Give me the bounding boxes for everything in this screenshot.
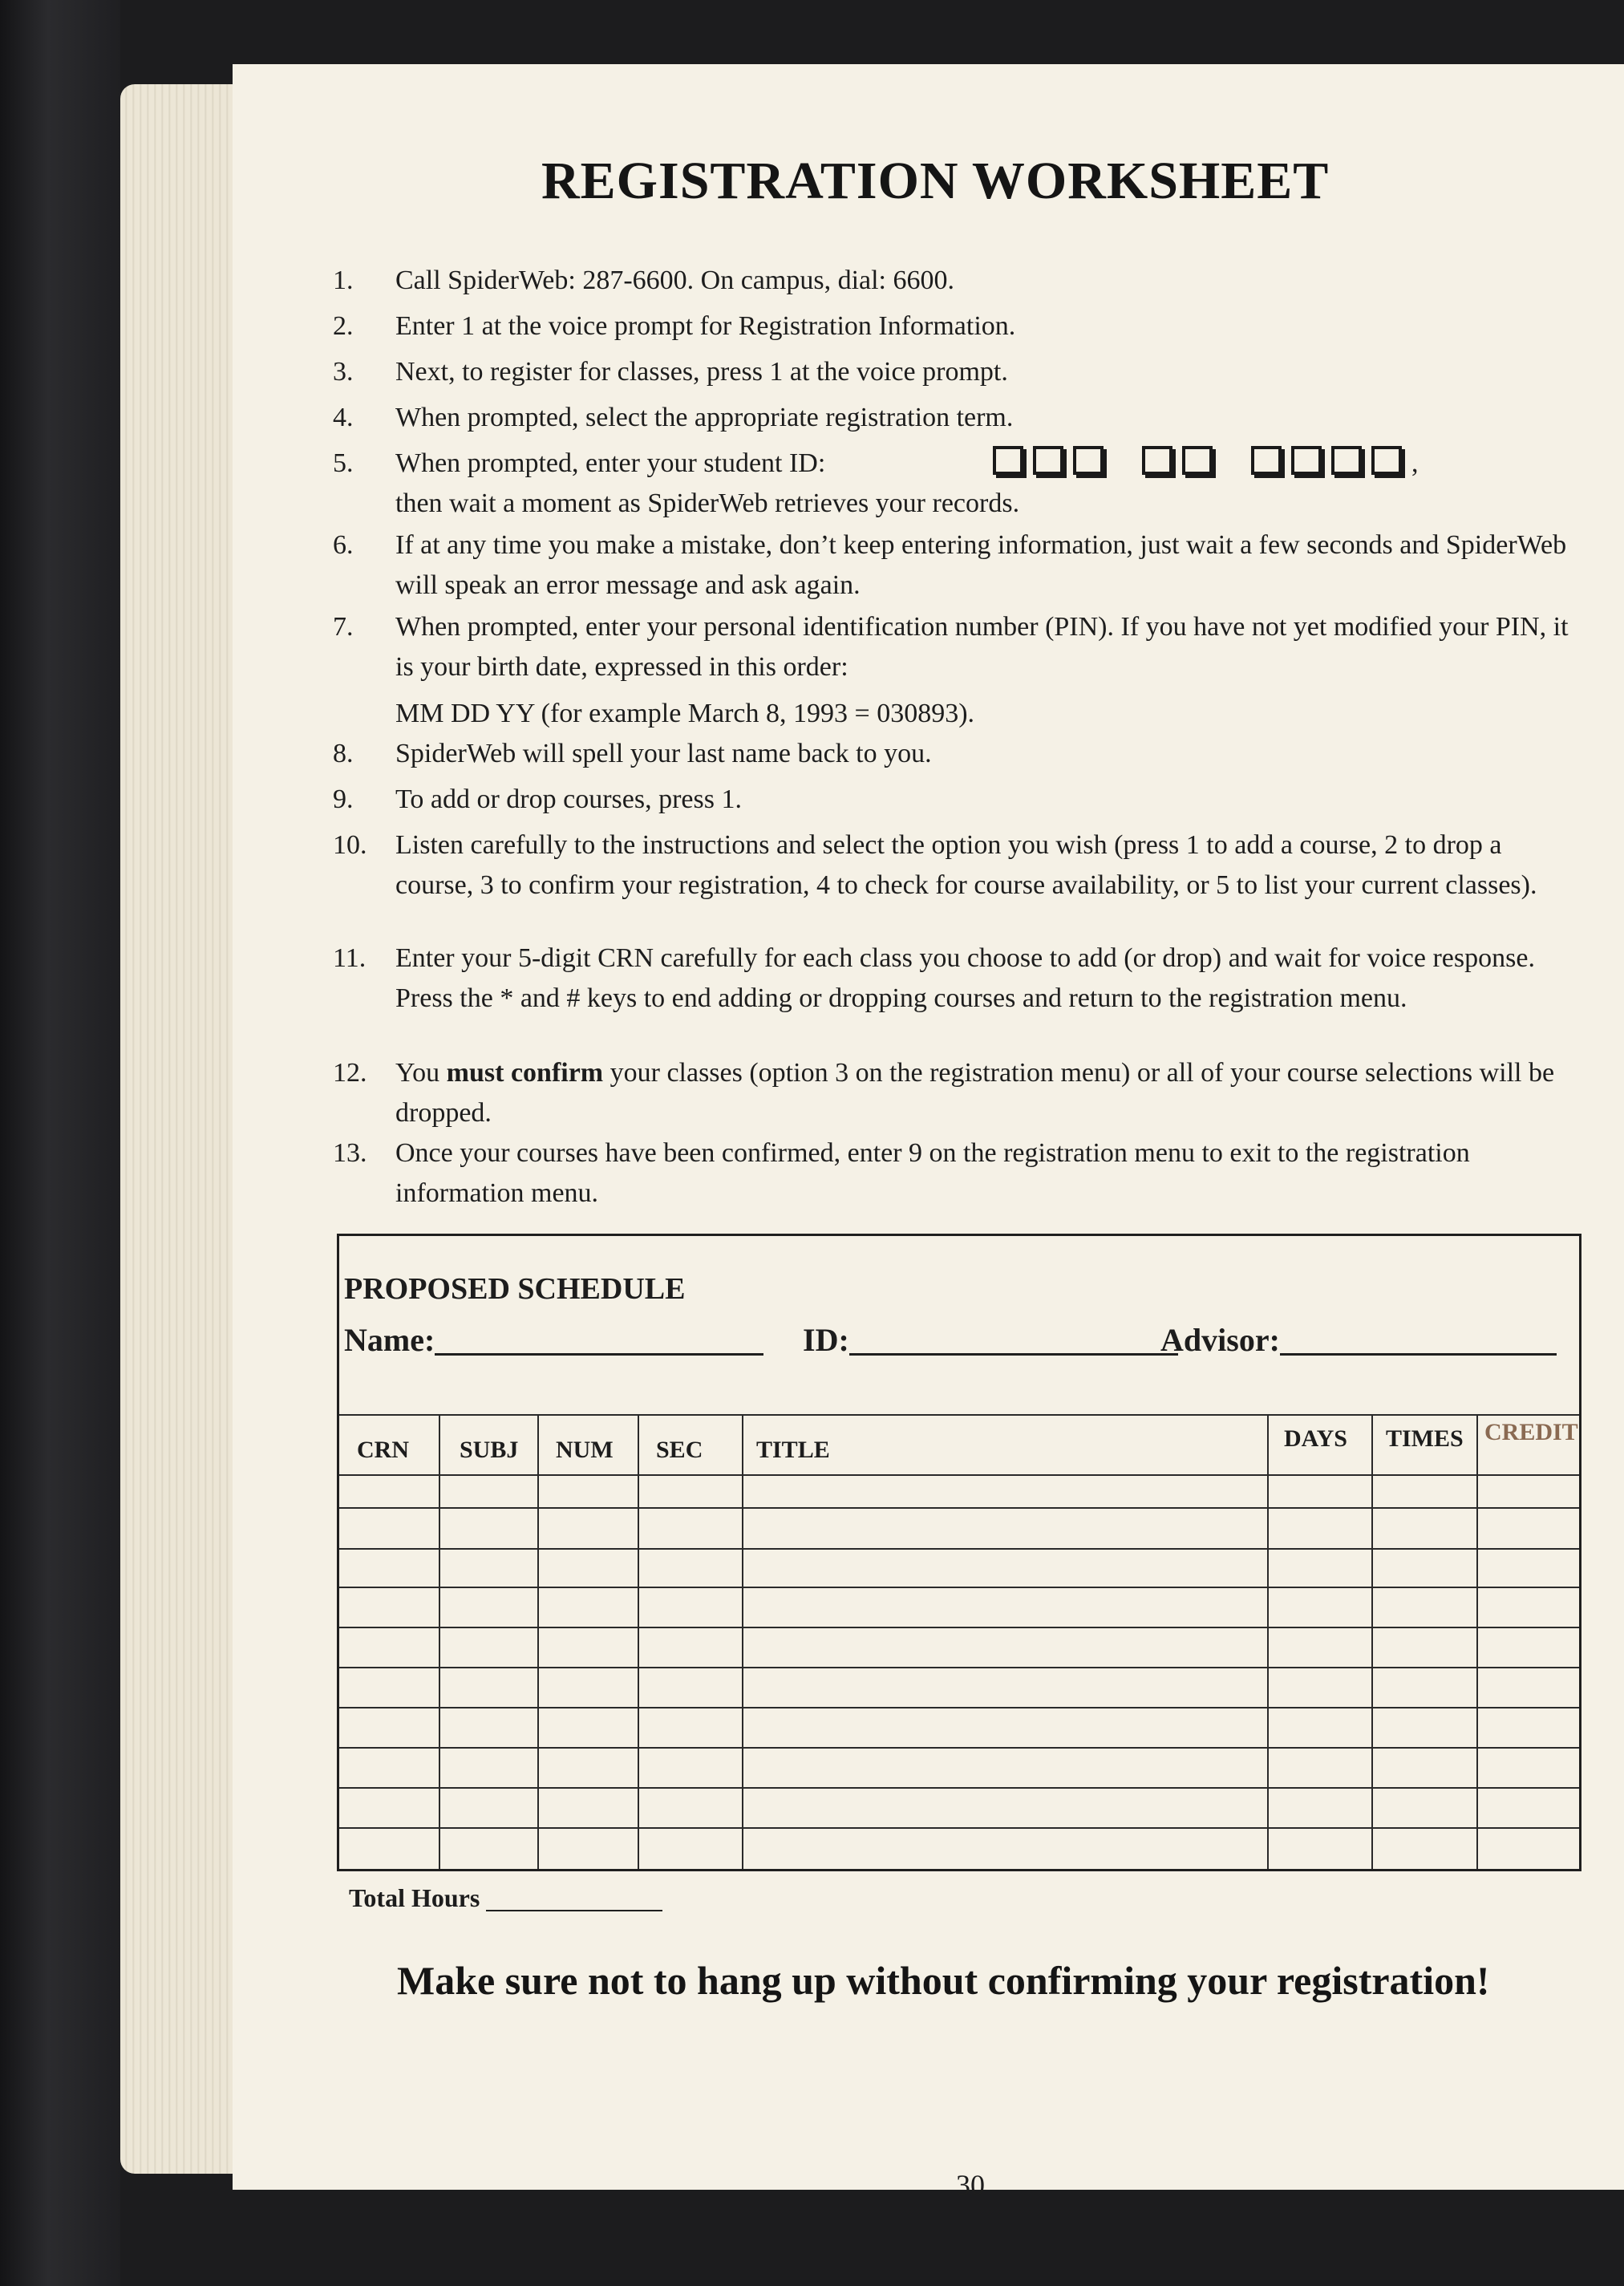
id-digit-box — [1182, 446, 1213, 475]
step-5-text-2: then wait a moment as SpiderWeb retrieves your records. — [395, 488, 1020, 518]
col-header-times: TIMES — [1386, 1425, 1464, 1452]
page-title: REGISTRATION WORKSHEET — [541, 152, 1330, 210]
name-field[interactable] — [344, 1321, 763, 1359]
confirm-reminder: Make sure not to hang up without confirming your registration! — [397, 1958, 1490, 2003]
id-digit-box — [1291, 446, 1322, 475]
col-header-crn: CRN — [357, 1437, 409, 1463]
advisor-line[interactable] — [1280, 1324, 1557, 1356]
page-edges — [120, 84, 241, 2174]
book-binding — [0, 0, 120, 2286]
id-field[interactable] — [803, 1321, 1178, 1359]
name-line[interactable] — [435, 1324, 763, 1356]
total-hours-label: Total Hours — [349, 1883, 480, 1912]
id-digit-box — [1331, 446, 1362, 475]
col-header-days: DAYS — [1284, 1425, 1347, 1452]
step-7-text: When prompted, enter your personal identification number (PIN). If you have not yet modified your PIN, it is your birth date, expressed in this order: — [395, 612, 1569, 682]
id-digit-box — [1073, 446, 1104, 475]
total-hours-line[interactable] — [486, 1889, 662, 1911]
student-id-boxes — [993, 444, 1419, 484]
col-header-credit: CREDIT — [1484, 1419, 1578, 1445]
col-header-subj: SUBJ — [460, 1437, 519, 1463]
step-5-text: When prompted, enter your student ID: — [395, 448, 826, 478]
col-header-sec: SEC — [656, 1437, 703, 1463]
schedule-title: PROPOSED SCHEDULE — [344, 1272, 686, 1306]
id-digit-box — [1142, 446, 1172, 475]
step-7-text-2: MM DD YY (for example March 8, 1993 = 030893). — [395, 699, 975, 728]
must-confirm-emphasis: must confirm — [446, 1058, 604, 1088]
col-header-num: NUM — [556, 1437, 614, 1463]
id-digit-box — [1033, 446, 1063, 475]
advisor-label: Advisor: — [1160, 1322, 1280, 1358]
id-separator: , — [1411, 448, 1419, 478]
col-header-title: TITLE — [756, 1437, 830, 1463]
total-hours-field[interactable] — [349, 1883, 662, 1913]
advisor-field[interactable] — [1160, 1321, 1557, 1359]
id-line[interactable] — [849, 1324, 1178, 1356]
id-digit-box — [1371, 446, 1402, 475]
name-label: Name: — [344, 1322, 435, 1358]
proposed-schedule-form — [337, 1234, 1581, 1871]
id-label: ID: — [803, 1322, 849, 1358]
id-digit-box — [993, 446, 1023, 475]
id-digit-box — [1251, 446, 1282, 475]
page-number: 30 — [956, 2169, 985, 2201]
